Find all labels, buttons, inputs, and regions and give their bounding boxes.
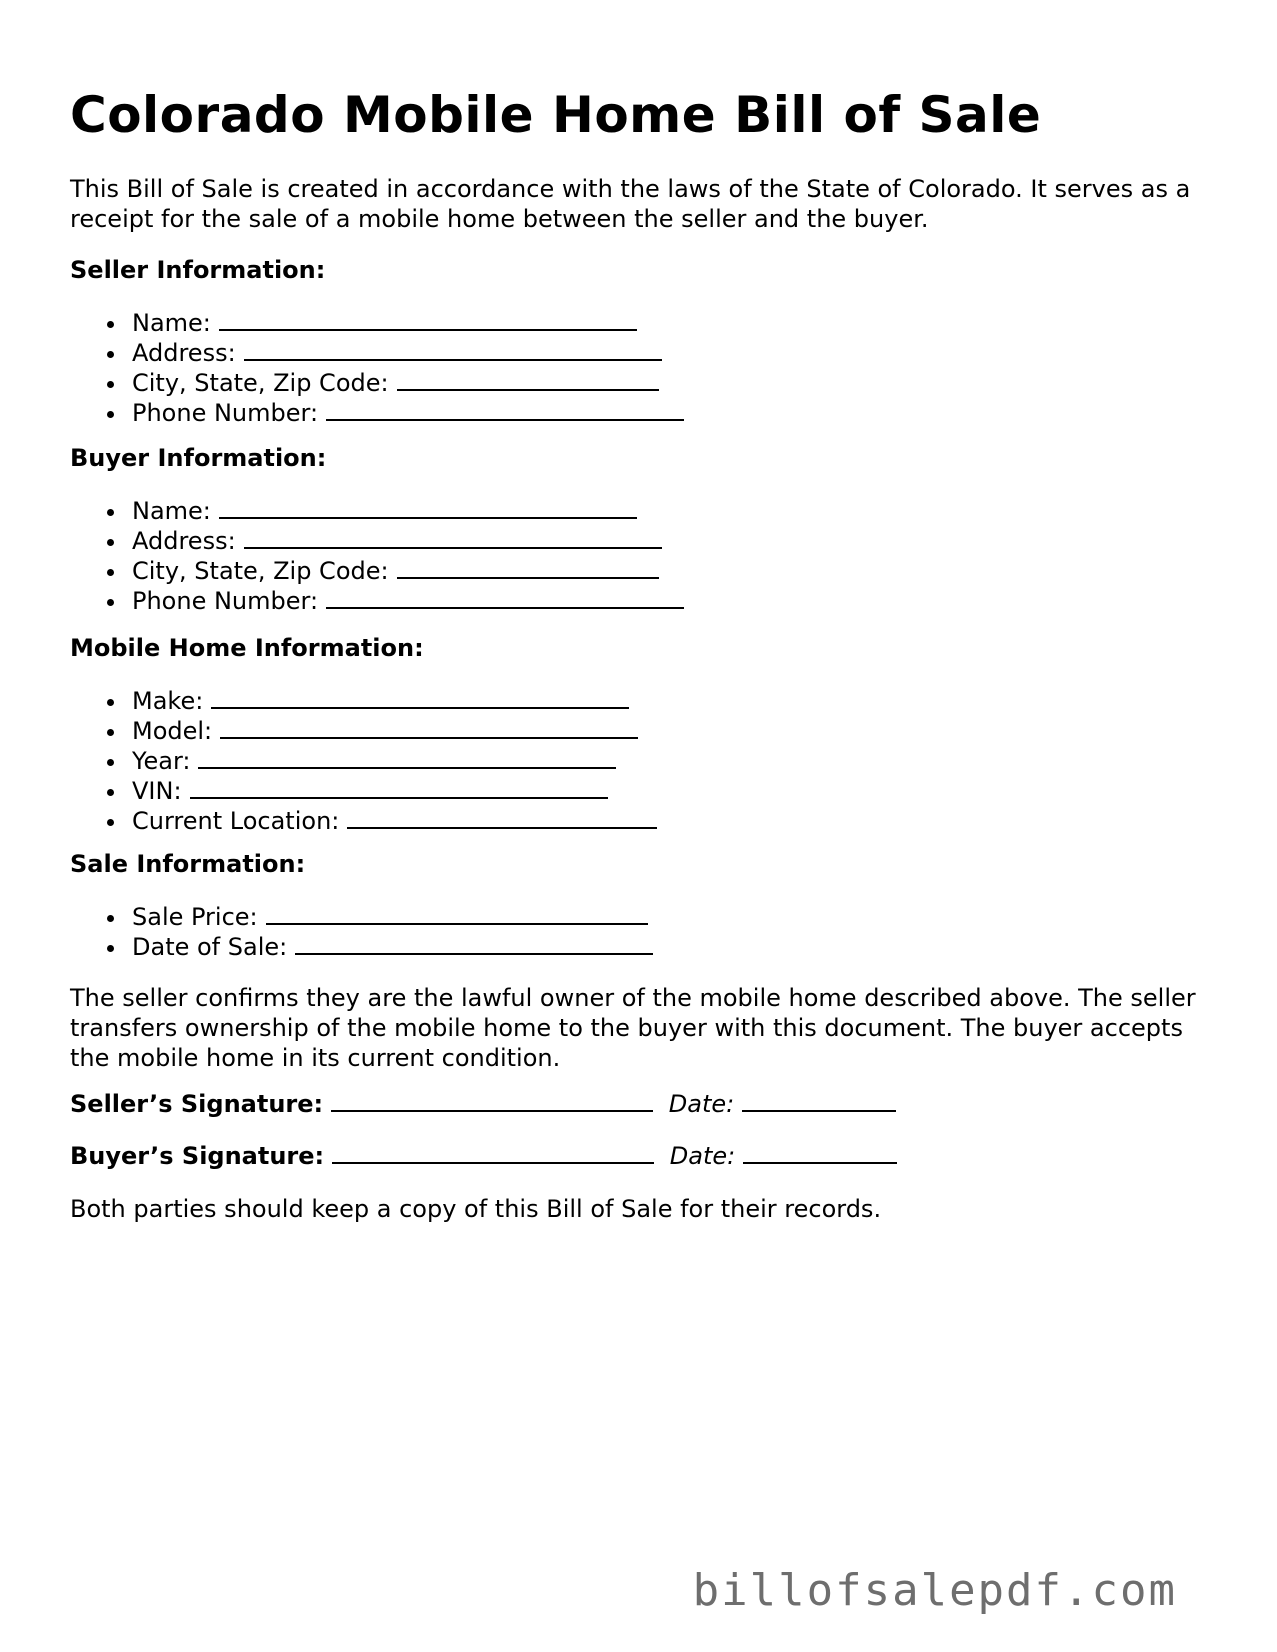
seller-phone-blank[interactable] bbox=[326, 401, 684, 421]
sale-price-blank[interactable] bbox=[266, 905, 648, 925]
buyer-phone-field[interactable] bbox=[70, 586, 684, 616]
seller-city-state-zip-blank[interactable] bbox=[397, 371, 659, 391]
seller-address-field[interactable] bbox=[70, 338, 684, 368]
field-label: Sale Price: bbox=[132, 903, 258, 931]
seller-field-list bbox=[70, 308, 684, 428]
sale-section-heading: Sale Information: bbox=[70, 850, 306, 878]
home-field-list bbox=[70, 686, 657, 836]
field-label: Current Location: bbox=[132, 807, 340, 835]
seller-city-state-zip-field[interactable] bbox=[70, 368, 684, 398]
buyer-signature-blank[interactable] bbox=[332, 1144, 654, 1164]
buyer-phone-blank[interactable] bbox=[326, 589, 684, 609]
buyer-address-blank[interactable] bbox=[244, 529, 662, 549]
field-label: Phone Number: bbox=[132, 399, 319, 427]
seller-phone-field[interactable] bbox=[70, 398, 684, 428]
seller-signature-blank[interactable] bbox=[331, 1092, 653, 1112]
sale-date-blank[interactable] bbox=[295, 935, 653, 955]
home-vin-blank[interactable] bbox=[190, 779, 608, 799]
home-model-field[interactable] bbox=[70, 716, 657, 746]
home-location-field[interactable] bbox=[70, 806, 657, 836]
buyer-section-heading: Buyer Information: bbox=[70, 444, 327, 472]
home-section-heading: Mobile Home Information: bbox=[70, 634, 424, 662]
field-label: City, State, Zip Code: bbox=[132, 369, 389, 397]
sale-field-list bbox=[70, 902, 653, 962]
seller-address-blank[interactable] bbox=[244, 341, 662, 361]
field-label: Year: bbox=[132, 747, 191, 775]
home-year-blank[interactable] bbox=[198, 749, 616, 769]
site-watermark: billofsalepdf.com bbox=[692, 1565, 1177, 1616]
home-make-field[interactable] bbox=[70, 686, 657, 716]
seller-section-heading: Seller Information: bbox=[70, 256, 326, 284]
home-model-blank[interactable] bbox=[220, 719, 638, 739]
sale-price-field[interactable] bbox=[70, 902, 653, 932]
field-label: Name: bbox=[132, 309, 211, 337]
buyer-signature-label: Buyer’s Signature: bbox=[70, 1142, 325, 1170]
field-label: Date of Sale: bbox=[132, 933, 288, 961]
buyer-city-state-zip-blank[interactable] bbox=[397, 559, 659, 579]
field-label: VIN: bbox=[132, 777, 182, 805]
seller-signature-label: Seller’s Signature: bbox=[70, 1090, 324, 1118]
field-label: City, State, Zip Code: bbox=[132, 557, 389, 585]
home-location-blank[interactable] bbox=[347, 809, 657, 829]
field-label: Model: bbox=[132, 717, 213, 745]
seller-signature-line bbox=[70, 1089, 896, 1119]
home-year-field[interactable] bbox=[70, 746, 657, 776]
buyer-address-field[interactable] bbox=[70, 526, 684, 556]
field-label: Make: bbox=[132, 687, 204, 715]
closing-note: Both parties should keep a copy of this Bill of Sale for their records. bbox=[70, 1195, 882, 1223]
seller-date-blank[interactable] bbox=[742, 1092, 896, 1112]
document-title: Colorado Mobile Home Bill of Sale bbox=[70, 86, 1042, 144]
field-label: Address: bbox=[132, 339, 236, 367]
seller-date-label: Date: bbox=[668, 1090, 735, 1118]
field-label: Phone Number: bbox=[132, 587, 319, 615]
home-vin-field[interactable] bbox=[70, 776, 657, 806]
buyer-name-blank[interactable] bbox=[219, 499, 637, 519]
buyer-field-list bbox=[70, 496, 684, 616]
ownership-statement: The seller confirms they are the lawful owner of the mobile home described above. The seller transfers ownership of the mobile home to the buyer with this document. The buyer accepts the mobile home in its current condition. bbox=[70, 984, 1196, 1072]
buyer-date-blank[interactable] bbox=[743, 1144, 897, 1164]
buyer-city-state-zip-field[interactable] bbox=[70, 556, 684, 586]
sale-date-field[interactable] bbox=[70, 932, 653, 962]
field-label: Name: bbox=[132, 497, 211, 525]
buyer-date-label: Date: bbox=[669, 1142, 736, 1170]
seller-name-field[interactable] bbox=[70, 308, 684, 338]
buyer-signature-line bbox=[70, 1141, 897, 1171]
field-label: Address: bbox=[132, 527, 236, 555]
intro-paragraph: This Bill of Sale is created in accordance with the laws of the State of Colorado. It serves as a receipt for the sale of a mobile home between the seller and the buyer. bbox=[70, 175, 1191, 233]
home-make-blank[interactable] bbox=[211, 689, 629, 709]
buyer-name-field[interactable] bbox=[70, 496, 684, 526]
seller-name-blank[interactable] bbox=[219, 311, 637, 331]
